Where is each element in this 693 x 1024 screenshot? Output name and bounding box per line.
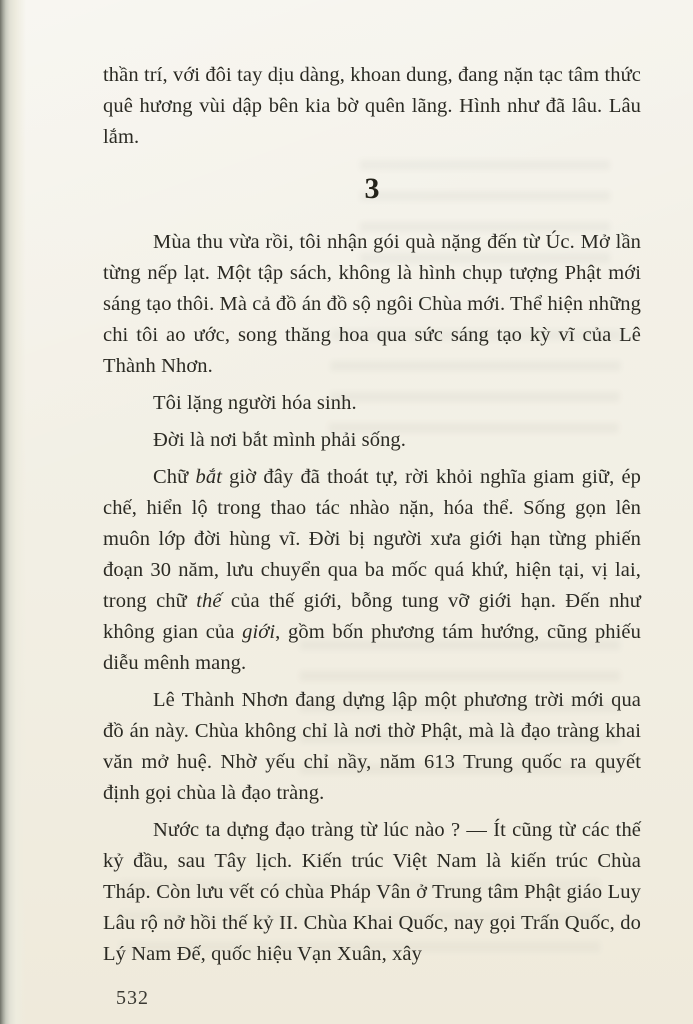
paragraph: Nước ta dựng đạo tràng từ lúc nào ? — Ít cũng từ các thế kỷ đầu, sau Tây lịch. Kiến trúc Việt Nam là kiến trúc Chùa Tháp. Còn lưu vết có chùa Pháp Vân ở Trung tâm Phật giáo Luy Lâu rộ nở hồi thế kỷ II. Chùa Khai Quốc, nay gọi Trấn Quốc, do Lý Nam Đế, quốc hiệu Vạn Xuân, xây xyxy=(103,819,641,965)
paragraph: Chữ bắt giờ đây đã thoát tự, rời khỏi nghĩa giam giữ, ép chế, hiển lộ trong thao tác nhào nặn, hóa thể. Sống gọn lên muôn lớp đời hùng vĩ. Đời bị người xưa giới hạn từng phiến đoạn 30 năm, lưu chuyển qua ba mốc quá khứ, hiện tại, vị lai, trong chữ thế của thế giới, bỗng tung vỡ giới hạn. Đến như không gian của giới, gồm bốn phương tám hướng, cũng phiếu diễu mênh mang. xyxy=(103,466,642,674)
paragraph: Đời là nơi bắt mình phải sống. xyxy=(153,429,407,451)
page-number: 532 xyxy=(116,987,149,1009)
text-body xyxy=(103,60,641,976)
book-spine-edge xyxy=(0,0,26,1024)
paragraph: Lê Thành Nhơn đang dựng lập một phương trời mới qua đồ án này. Chùa không chỉ là nơi thờ Phật, mà là đạo tràng khai văn mở huệ. Nhờ yếu chỉ nầy, năm 613 Trung quốc ra quyết định gọi chùa là đạo tràng. xyxy=(103,689,641,804)
section-heading: 3 xyxy=(364,172,380,205)
paragraph: Mùa thu vừa rồi, tôi nhận gói quà nặng đến từ Úc. Mở lần từng nếp lạt. Một tập sách, không là hình chụp tượng Phật mới sáng tạo thôi. Mà cả đồ án đồ sộ ngôi Chùa mới. Thể hiện những chi tôi ao ước, song thăng hoa qua sức sáng tạo kỳ vĩ của Lê Thành Nhơn. xyxy=(103,231,641,377)
paragraph: thần trí, với đôi tay dịu dàng, khoan dung, đang nặn tạc tâm thức quê hương vùi dập bên kia bờ quên lãng. Hình như đã lâu. Lâu lắm. xyxy=(103,64,641,148)
paragraph: Tôi lặng người hóa sinh. xyxy=(153,392,357,414)
